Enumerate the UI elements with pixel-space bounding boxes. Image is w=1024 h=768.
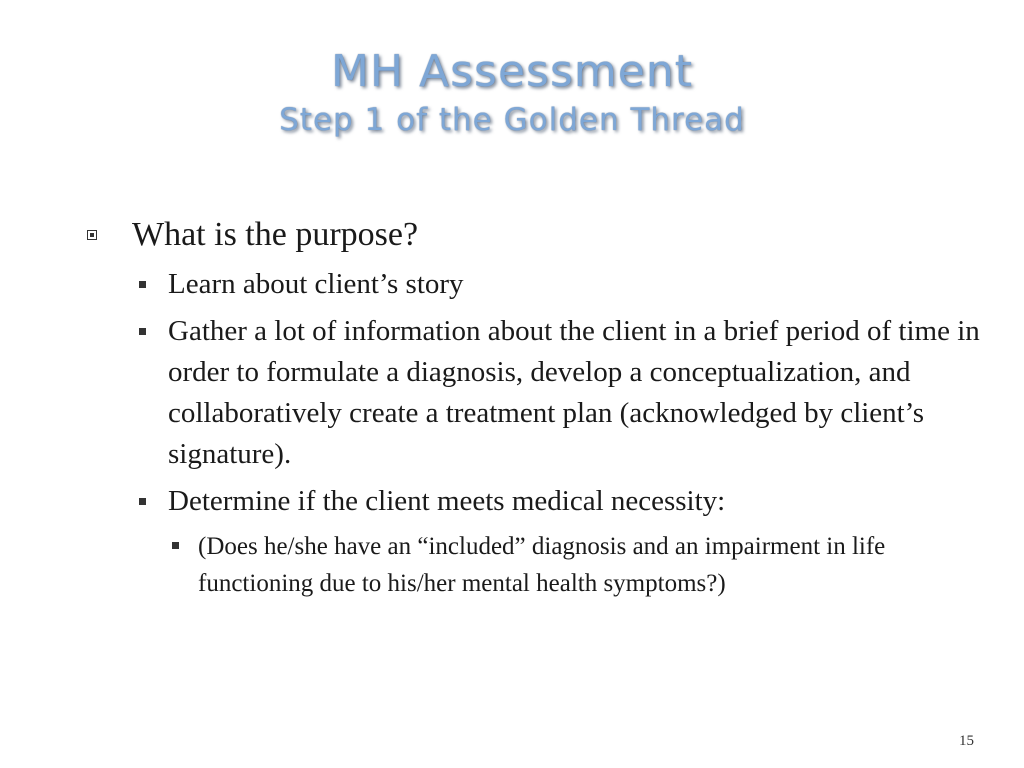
bullet-list	[84, 212, 984, 602]
title-block	[0, 44, 1024, 140]
bullet-level1	[84, 212, 984, 258]
square-bullet-icon	[87, 230, 97, 240]
bullet-level3	[84, 528, 984, 602]
square-bullet-icon	[139, 498, 146, 505]
slide-subtitle: Step 1 of the Golden Thread	[279, 102, 745, 138]
bullet-level2	[84, 311, 984, 475]
bullet-text-purpose: What is the purpose?	[132, 216, 419, 253]
bullet-level2	[84, 264, 984, 305]
bullet-text-learn: Learn about client’s story	[168, 268, 464, 300]
bullet-level2	[84, 481, 984, 522]
square-bullet-icon	[172, 542, 179, 549]
bullet-text-determine: Determine if the client meets medical necessity:	[168, 485, 726, 517]
slide-title: MH Assessment	[331, 46, 693, 97]
bullet-text-gather: Gather a lot of information about the client in a brief period of time in order to formulate a diagnosis, develop a conceptualization, and collaboratively create a treatment plan (acknowledged by client’s signature).	[168, 315, 980, 470]
square-bullet-icon	[139, 328, 146, 335]
page-number: 15	[959, 733, 974, 749]
bullet-text-does: (Does he/she have an “included” diagnosis and an impairment in life functioning due to his/her mental health symptoms?)	[198, 533, 886, 597]
square-bullet-icon	[139, 281, 146, 288]
